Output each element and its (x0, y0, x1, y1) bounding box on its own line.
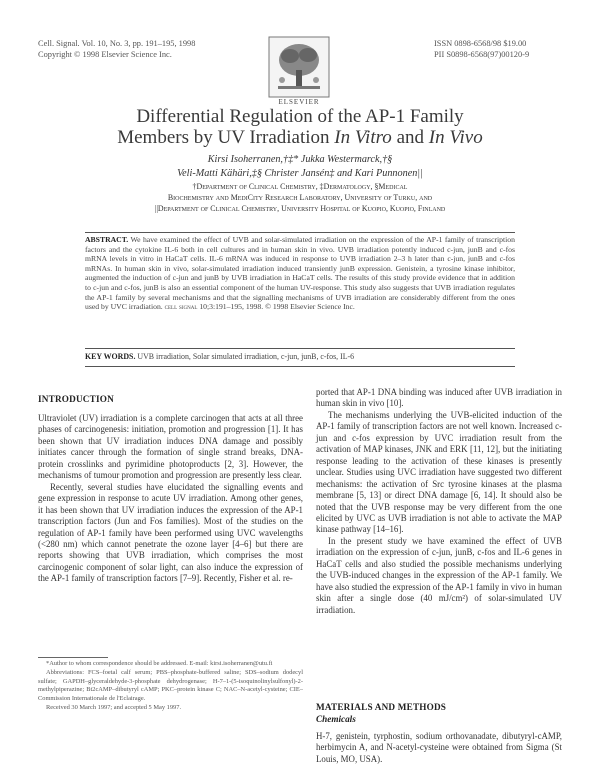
authors-line-1: Kirsi Isoherranen,†‡* Jukka Westermarck,†§ (207, 154, 393, 165)
affiliation-line-2: Biochemistry and MediCity Research Laboratory, University of Turku, and (167, 193, 433, 202)
issn-line: ISSN 0898-6568/98 $19.00 (434, 39, 527, 48)
affiliation-line-1: †Department of Clinical Chemistry, ‡Dermatology, §Medical (192, 182, 408, 191)
journal-line: Cell. Signal. Vol. 10, No. 3, pp. 191–195, 1998 (38, 39, 196, 48)
author-list (60, 153, 540, 180)
introduction-right-column (316, 387, 562, 616)
footnote-abbreviations: Abbreviations: FCS–foetal calf serum; PBS–phosphate-buffered saline; SDS–sodium dodecyl sulfate; GAPDH–glyceraldehyde-3-phosphate dehydrogenase; H-7–1-(5-isoquinolinylsulfonyl)-2-methylpiperazine; Bt2cAMP–dibutyryl cAMP; PKC–protein kinase C; NAC–N-acetyl-cysteine; CIE–Commission Internationale de l'Eclairage. (38, 669, 303, 702)
introduction-left-column (38, 413, 303, 585)
introduction-heading: INTRODUCTION (38, 394, 114, 404)
intro-paragraph-2: Recently, several studies have elucidated the signalling events and gene expression in response to acute UV irradiation. Among other genes, it has been shown that UV irradiation induces the expression of the AP-1 transcription factors (Jun and Fos families). Most of the studies on the regulation of AP-1 family have been performed using UVC wavelengths (<280 nm) which cannot penetrate the ozone layer [4–6] but there are reports showing that UVB irradiation, which comprises the most carcinogenic component of solar light, can also induce the expression of the AP-1 family of transcription factors [7–9]. Recently, Fisher et al. re- (38, 481, 303, 584)
keywords (85, 352, 515, 362)
title-and: and (391, 127, 429, 148)
footnotes (38, 660, 303, 713)
copyright-line: Copyright © 1998 Elsevier Science Inc. (38, 50, 172, 59)
abstract (85, 235, 515, 312)
intro-right-paragraph-3: In the present study we have examined the effect of UVB irradiation on the expression of c-jun, junB, c-fos and IL-6 genes in HaCaT cells and also studied the possible mechanisms underlying the UVB-induced changes in the expression of the AP-1 family. We have also studied the expression of the AP-1 family in vivo in human skin after a single dose (40 mJ/cm²) of solar-simulated UV irradiation. (316, 535, 562, 615)
title-line-1: Differential Regulation of the AP-1 Family (136, 106, 464, 127)
methods-paragraph (316, 731, 562, 765)
issn-header (434, 38, 529, 60)
journal-citation-header (38, 38, 195, 60)
footnote-rule (38, 657, 108, 658)
intro-right-paragraph-1: ported that AP-1 DNA binding was induced after UVB irradiation in human skin in vivo [10]. (316, 387, 562, 409)
affiliations (40, 181, 560, 214)
authors-line-2: Veli-Matti Kähäri,‡§ Christer Jansén‡ and Kari Punnonen|| (177, 167, 423, 179)
keywords-text: UVB irradiation, Solar simulated irradiation, c-jun, junB, c-fos, IL-6 (137, 352, 355, 361)
affiliation-line-3: ||Department of Clinical Chemistry, University Hospital of Kuopio, Kuopio, Finland (154, 204, 446, 213)
footnote-received: Received 30 March 1997; and accepted 5 May 1997. (46, 704, 182, 712)
abstract-bottom-rule (85, 348, 515, 349)
title-line-2-prefix: Members by UV Irradiation (117, 127, 335, 148)
methods-paragraph-1: H-7, genistein, tyrphostin, sodium orthovanadate, dibutyryl-cAMP, herbimycin A, and N-acetyl-cysteine were obtained from Sigma (St Louis, MO, USA). (316, 731, 562, 764)
title-in-vitro: In Vitro (334, 127, 392, 148)
abstract-top-rule (85, 232, 515, 233)
abstract-text: We have examined the effect of UVB and solar-simulated irradiation on the expression of the AP-1 family of transcription factors and the cytokine IL-6 both in cell cultures and in human skin in vivo. UVB irradiation potently induced c-jun, junB and c-fos mRNA levels in vitro in HaCaT cells. IL-6 mRNA was induced in response to UVB irradiation 2–3 h later than c-jun, junB and c-fos mRNAs. In human skin in vivo, solar-simulated irradiation induced transiently junB expression. Genistein, a tyrosine kinase inhibitor, augmented the induction of c-jun and junB by UVB irradiation in HaCaT cells. The results of this study provide evidence that in addition to c-jun and c-fos, junB is also an essential component of the human UV-response. This study also suggests that UVB irradiation regulates the AP-1 family by several mechanisms and that the signalling mechanisms of UVB irradiation are considerably different from the ones used by UVC irradiation. (85, 235, 515, 312)
publisher-logo-text: ELSEVIER (278, 98, 320, 106)
abstract-copyright: © 1998 Elsevier Science Inc. (265, 302, 355, 312)
title-in-vivo: In Vivo (428, 127, 483, 148)
abstract-label: ABSTRACT. (85, 235, 129, 244)
footnote-corresponding-author: *Author to whom correspondence should be addressed. E-mail: kirsi.isoherranen@utu.fi (46, 660, 273, 667)
title-line-2 (60, 127, 540, 148)
abstract-citation: cell signal 10;3:191–195, 1998. (164, 302, 264, 312)
article-title (60, 106, 540, 148)
chemicals-subheading: Chemicals (316, 714, 356, 724)
methods-heading: MATERIALS AND METHODS (316, 702, 447, 712)
elsevier-tree-logo-icon (268, 36, 330, 98)
keywords-bottom-rule (85, 366, 515, 367)
keywords-label: KEY WORDS. (85, 352, 136, 361)
intro-right-paragraph-2: The mechanisms underlying the UVB-elicited induction of the AP-1 family of transcription factors are not well known. Increased c-jun and c-fos expression by UVC irradiation result from the activation of MAP kinases, JNK and ERK [11, 12], but the initiating response leading to the activation of these kinases is presently unclear. Studies using UVC irradiation have suggested two different mechanisms: the activation of Src tyrosine kinases at the plasma membrane [5, 13] or direct DNA damage [6, 14]. It should also be noted that the UVB response may be very different from the one elicited by UVC as UVB irradiation is not able to activate the MAP kinase pathway [14–16]. (316, 409, 562, 535)
intro-paragraph-1: Ultraviolet (UV) irradiation is a complete carcinogen that acts at all three phases of carcinogenesis: initiation, promotion and progression [1]. It has been shown that UV irradiation induces DNA damage and possibly initiates cancer through the formation of single strand breaks, DNA-protein crosslinks and pyrimidine photoproducts [2, 3]. However, the mechanisms of tumour promotion and progression are presently less clear. (38, 413, 303, 481)
pii-line: PII S0898-6568(97)00120-9 (434, 50, 530, 59)
